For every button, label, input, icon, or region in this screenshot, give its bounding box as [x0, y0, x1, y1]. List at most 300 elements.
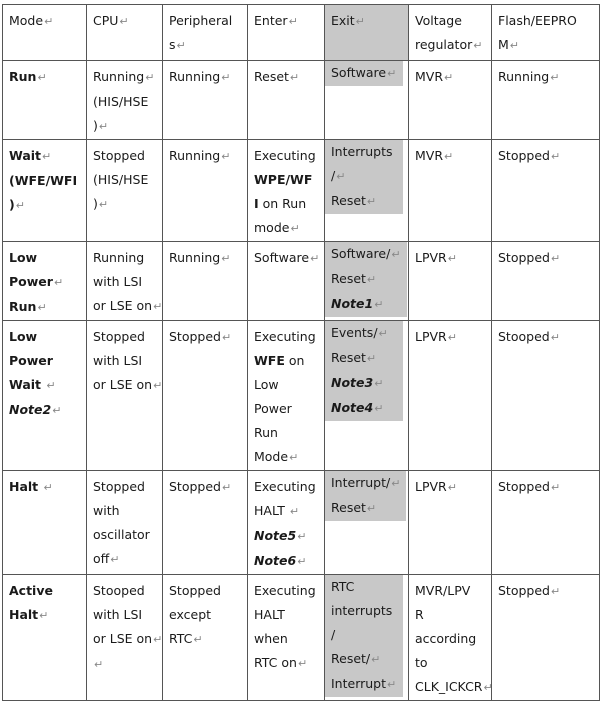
cell-text: Events/ — [331, 325, 378, 340]
paragraph-mark-icon: ↵ — [509, 39, 520, 52]
cell-line — [93, 579, 162, 603]
cell-text: Software/ — [331, 246, 391, 261]
cell-line — [169, 246, 247, 271]
cell-line — [254, 192, 324, 216]
cell-text: WPE/WF — [254, 172, 313, 187]
cell-line — [93, 523, 162, 547]
cell-text: Executing — [254, 329, 316, 344]
cell-line — [331, 575, 397, 599]
cell-text: (HIS/HSE — [93, 172, 149, 187]
cell-text: Note2 — [9, 402, 52, 417]
paragraph-mark-icon: ↵ — [447, 481, 457, 494]
paragraph-mark-icon: ↵ — [52, 404, 62, 417]
cell-line — [254, 168, 324, 192]
cell-text: Flash/EEPRO — [498, 13, 577, 28]
cell-line — [93, 603, 162, 627]
cell-line — [331, 189, 397, 214]
cell-line — [93, 627, 162, 652]
cell-text: HALT — [254, 607, 285, 622]
paragraph-mark-icon: ↵ — [387, 678, 397, 691]
paragraph-mark-icon: ↵ — [444, 150, 454, 163]
paragraph-mark-icon: ↵ — [550, 585, 561, 598]
cell-text: Interrupt/ — [331, 475, 391, 490]
cell-line — [415, 675, 491, 700]
cell-text: MVR/LPV — [415, 583, 471, 598]
paragraph-mark-icon: ↵ — [374, 377, 384, 390]
cell-text: ) — [93, 118, 98, 133]
cell-line — [331, 164, 397, 189]
cell-line — [415, 9, 491, 33]
cell-line — [169, 325, 247, 350]
paragraph-mark-icon: ↵ — [374, 402, 384, 415]
cell-text: (WFE/WFI — [9, 173, 78, 188]
mode-cell — [3, 140, 87, 242]
exit-cell — [325, 321, 409, 471]
cell-text: Mode — [254, 449, 289, 464]
cell-line — [93, 90, 162, 114]
cell-text: Executing — [254, 148, 316, 163]
cell-line — [498, 9, 599, 33]
cell-line — [9, 65, 86, 90]
cell-line — [415, 246, 491, 271]
cell-line — [9, 246, 86, 270]
cpu-cell — [87, 242, 163, 321]
cell-line — [254, 579, 324, 603]
cell-line — [254, 373, 324, 397]
paragraph-mark-icon: ↵ — [221, 71, 231, 84]
table-row-low-power-run — [3, 242, 600, 321]
cell-line — [9, 398, 86, 423]
cell-line — [93, 294, 162, 319]
paragraph-mark-icon: ↵ — [110, 553, 120, 566]
cell-line — [9, 193, 86, 218]
cell-text: with LSI — [93, 274, 143, 289]
cpu-cell — [87, 471, 163, 575]
cell-text: WFE — [254, 353, 285, 368]
peripherals-cell — [163, 140, 248, 242]
cell-text: Mode — [9, 13, 44, 28]
paragraph-mark-icon: ↵ — [550, 331, 560, 344]
cell-line — [415, 65, 491, 90]
cell-line — [415, 144, 491, 169]
cell-line — [9, 169, 86, 193]
cell-line — [93, 325, 162, 349]
cell-text: Power — [254, 401, 292, 416]
paragraph-mark-icon: ↵ — [288, 15, 298, 28]
cell-line — [498, 325, 599, 350]
cell-line — [169, 65, 247, 90]
cell-line — [498, 144, 599, 169]
exit-cell — [325, 575, 409, 701]
paragraph-mark-icon: ↵ — [550, 150, 561, 163]
cell-text: Power — [9, 353, 53, 368]
voltage-cell — [409, 575, 492, 701]
cell-text: RTC — [331, 579, 355, 594]
paragraph-mark-icon: ↵ — [550, 481, 561, 494]
cell-text: with LSI — [93, 607, 143, 622]
cell-text: Exit — [331, 13, 355, 28]
header-voltage-regulator — [409, 5, 492, 61]
cell-text: CLK_ICKCR — [415, 679, 483, 694]
paragraph-mark-icon: ↵ — [119, 15, 129, 28]
cell-text: LPVR — [415, 479, 447, 494]
paragraph-mark-icon: ↵ — [221, 331, 232, 344]
exit-cell — [325, 471, 409, 575]
cell-line — [331, 396, 397, 421]
cell-text: Reset — [254, 69, 289, 84]
cell-text: Power — [9, 274, 53, 289]
cell-line — [498, 475, 599, 500]
cell-text: CPU — [93, 13, 119, 28]
paragraph-mark-icon: ↵ — [297, 555, 307, 568]
cell-line — [331, 9, 408, 34]
voltage-cell — [409, 321, 492, 471]
paragraph-mark-icon: ↵ — [289, 451, 299, 464]
mode-cell — [3, 575, 87, 701]
cell-line — [93, 9, 162, 34]
cell-line — [254, 65, 324, 90]
peripherals-cell — [163, 61, 248, 140]
paragraph-mark-icon: ↵ — [483, 681, 493, 694]
cell-line — [415, 475, 491, 500]
cell-text: Running — [169, 250, 221, 265]
paragraph-mark-icon: ↵ — [550, 71, 560, 84]
cell-line — [498, 33, 599, 58]
cell-line — [415, 627, 491, 651]
cell-text: Stopped — [93, 329, 145, 344]
cell-text: Reset — [331, 271, 366, 286]
paragraph-mark-icon: ↵ — [94, 658, 104, 671]
mode-cell — [3, 471, 87, 575]
cell-line — [93, 246, 162, 270]
paragraph-mark-icon: ↵ — [37, 71, 47, 84]
cell-line — [331, 647, 397, 672]
cell-text: Running — [169, 148, 221, 163]
paragraph-mark-icon: ↵ — [366, 195, 377, 208]
table-row-halt — [3, 471, 600, 575]
cell-text: Running — [498, 69, 550, 84]
cell-line — [169, 579, 247, 603]
cell-text: Running — [93, 69, 145, 84]
paragraph-mark-icon: ↵ — [473, 39, 483, 52]
enter-cell — [248, 321, 325, 471]
cell-line — [169, 627, 247, 652]
paragraph-mark-icon: ↵ — [44, 15, 54, 28]
cell-line — [254, 627, 324, 651]
cell-text: Wait — [9, 148, 42, 163]
voltage-cell — [409, 242, 492, 321]
peripherals-cell — [163, 575, 248, 701]
cell-line — [9, 270, 86, 295]
cell-text: Stooped — [498, 329, 550, 344]
cpu-cell — [87, 61, 163, 140]
cell-text: / — [331, 627, 336, 642]
cell-line — [415, 579, 491, 603]
paragraph-mark-icon: ↵ — [98, 120, 109, 133]
flash-cell — [492, 242, 600, 321]
paragraph-mark-icon: ↵ — [387, 67, 397, 80]
flash-cell — [492, 575, 600, 701]
paragraph-mark-icon: ↵ — [447, 252, 457, 265]
enter-cell — [248, 471, 325, 575]
cell-line — [9, 9, 86, 34]
cell-text: off — [93, 551, 110, 566]
cell-line — [254, 246, 324, 271]
paragraph-mark-icon: ↵ — [391, 248, 401, 261]
cell-line — [498, 246, 599, 271]
cell-line — [254, 603, 324, 627]
mode-cell — [3, 61, 87, 140]
header-peripherals — [163, 5, 248, 61]
cell-line — [331, 672, 397, 697]
cell-text: Peripheral — [169, 13, 233, 28]
paragraph-mark-icon: ↵ — [221, 150, 231, 163]
cell-text: Running — [169, 69, 221, 84]
paragraph-mark-icon: ↵ — [221, 481, 232, 494]
header-row — [3, 5, 600, 61]
cell-line — [415, 33, 491, 58]
cell-text: ) — [9, 197, 15, 212]
cell-text: except — [169, 607, 212, 622]
paragraph-mark-icon: ↵ — [366, 273, 377, 286]
cell-text: Note6 — [254, 553, 297, 568]
cell-line — [93, 168, 162, 192]
cell-line — [93, 349, 162, 373]
paragraph-mark-icon: ↵ — [193, 633, 203, 646]
voltage-cell — [409, 61, 492, 140]
cell-text: with — [93, 503, 120, 518]
cell-text: Stopped — [169, 329, 221, 344]
cell-line — [93, 475, 162, 499]
paragraph-mark-icon: ↵ — [550, 252, 561, 265]
paragraph-mark-icon: ↵ — [153, 300, 163, 313]
cell-text: ) — [93, 196, 98, 211]
cell-text: with LSI — [93, 353, 143, 368]
cell-text: regulator — [415, 37, 473, 52]
cell-line — [93, 547, 162, 572]
cell-text: Enter — [254, 13, 288, 28]
cell-line — [498, 65, 599, 90]
cell-text: Halt — [9, 607, 39, 622]
cell-line — [93, 144, 162, 168]
flash-cell — [492, 321, 600, 471]
voltage-cell — [409, 140, 492, 242]
cell-line — [9, 579, 86, 603]
cell-line — [331, 496, 400, 521]
paragraph-mark-icon: ↵ — [355, 15, 365, 28]
cell-line — [254, 397, 324, 421]
cell-line — [331, 471, 400, 496]
cell-line — [93, 192, 162, 217]
voltage-cell — [409, 471, 492, 575]
header-cpu — [87, 5, 163, 61]
enter-cell — [248, 61, 325, 140]
cell-text: Stopped — [169, 583, 221, 598]
cell-line — [169, 33, 247, 58]
cell-line — [9, 144, 86, 169]
power-modes-table — [2, 4, 600, 701]
cell-text: Executing — [254, 479, 316, 494]
paragraph-mark-icon: ↵ — [297, 657, 308, 670]
paragraph-mark-icon: ↵ — [145, 71, 155, 84]
paragraph-mark-icon: ↵ — [290, 222, 300, 235]
paragraph-mark-icon: ↵ — [297, 530, 307, 543]
cell-text: on — [284, 353, 305, 368]
cell-text: or LSE on — [93, 377, 153, 392]
cell-text: RTC on — [254, 655, 297, 670]
flash-cell — [492, 471, 600, 575]
cell-line — [498, 579, 599, 604]
cell-text: interrupts — [331, 603, 393, 618]
paragraph-mark-icon: ↵ — [444, 71, 454, 84]
cell-text: Stopped — [498, 250, 550, 265]
cell-line — [331, 321, 397, 346]
cell-line — [331, 346, 397, 371]
cell-line — [331, 623, 397, 647]
cell-text: Executing — [254, 583, 316, 598]
cell-line — [254, 216, 324, 241]
enter-cell — [248, 575, 325, 701]
paragraph-mark-icon: ↵ — [371, 653, 381, 666]
cell-text: Note1 — [331, 296, 374, 311]
cell-text: Stopped — [498, 583, 550, 598]
cell-line — [254, 325, 324, 349]
cell-text: (HIS/HSE — [93, 94, 149, 109]
paragraph-mark-icon: ↵ — [336, 170, 346, 183]
cell-text: Note3 — [331, 375, 374, 390]
cell-text: Software — [331, 65, 387, 80]
cell-line — [331, 267, 401, 292]
cell-line — [254, 349, 324, 373]
paragraph-mark-icon: ↵ — [15, 199, 25, 212]
cell-text: Run — [9, 69, 37, 84]
cell-text: RTC — [169, 631, 193, 646]
cell-text: Reset — [331, 193, 366, 208]
cell-text: Interrupt — [331, 676, 387, 691]
paragraph-mark-icon: ↵ — [153, 379, 163, 392]
cell-text: Low — [9, 329, 38, 344]
cell-text: oscillator — [93, 527, 150, 542]
peripherals-cell — [163, 321, 248, 471]
cell-text: Run — [9, 299, 37, 314]
cell-line — [9, 373, 86, 398]
paragraph-mark-icon: ↵ — [374, 298, 384, 311]
cell-line — [415, 603, 491, 627]
cell-line — [254, 421, 324, 445]
cell-text: or LSE on — [93, 631, 153, 646]
cell-text: Stopped — [93, 479, 145, 494]
cell-text: MVR — [415, 148, 444, 163]
cell-text: I — [254, 196, 259, 211]
cell-text: or LSE on — [93, 298, 153, 313]
cell-line — [331, 242, 401, 267]
cell-line — [9, 295, 86, 320]
paragraph-mark-icon: ↵ — [46, 379, 56, 392]
header-enter — [248, 5, 325, 61]
paragraph-mark-icon: ↵ — [98, 198, 109, 211]
paragraph-mark-icon: ↵ — [289, 505, 300, 518]
cell-line — [93, 652, 162, 677]
table-row-run — [3, 61, 600, 140]
exit-cell — [325, 61, 409, 140]
cell-line — [415, 325, 491, 350]
cell-line — [254, 499, 324, 524]
exit-cell — [325, 140, 409, 242]
paragraph-mark-icon: ↵ — [447, 331, 457, 344]
cell-text: MVR — [415, 69, 444, 84]
cell-text: Low — [254, 377, 279, 392]
cell-text: LPVR — [415, 329, 447, 344]
paragraph-mark-icon: ↵ — [37, 301, 47, 314]
table-row-low-power-wait — [3, 321, 600, 471]
flash-cell — [492, 61, 600, 140]
cell-line — [169, 475, 247, 500]
cell-text: M — [498, 37, 509, 52]
cell-text: Low — [9, 250, 38, 265]
cell-line — [254, 475, 324, 499]
paragraph-mark-icon: ↵ — [153, 633, 163, 646]
cell-text: Voltage — [415, 13, 462, 28]
cell-line — [9, 603, 86, 628]
cell-line — [169, 603, 247, 627]
cell-text: Running — [93, 250, 145, 265]
paragraph-mark-icon: ↵ — [39, 609, 49, 622]
cell-text: LPVR — [415, 250, 447, 265]
enter-cell — [248, 140, 325, 242]
cell-text: Run — [254, 425, 278, 440]
cell-text: Halt — [9, 479, 43, 494]
cell-line — [93, 114, 162, 139]
cell-line — [9, 325, 86, 349]
cell-line — [93, 499, 162, 523]
cell-text: Stopped — [498, 479, 550, 494]
cell-line — [169, 9, 247, 33]
peripherals-cell — [163, 242, 248, 321]
cell-text: according — [415, 631, 477, 646]
cell-text: Reset — [331, 500, 366, 515]
cell-text: Stopped — [498, 148, 550, 163]
table-row-wait — [3, 140, 600, 242]
paragraph-mark-icon: ↵ — [366, 352, 377, 365]
cell-text: mode — [254, 220, 290, 235]
cell-line — [254, 549, 324, 574]
paragraph-mark-icon: ↵ — [176, 39, 186, 52]
header-exit — [325, 5, 409, 61]
cell-line — [93, 373, 162, 398]
table-row-active-halt — [3, 575, 600, 701]
cell-text: on Run — [258, 196, 307, 211]
header-flash-eeprom — [492, 5, 600, 61]
cell-text: when — [254, 631, 288, 646]
paragraph-mark-icon: ↵ — [289, 71, 300, 84]
cell-text: Reset/ — [331, 651, 371, 666]
cell-text: Wait — [9, 377, 46, 392]
cell-text: HALT — [254, 503, 289, 518]
cpu-cell — [87, 575, 163, 701]
mode-cell — [3, 242, 87, 321]
flash-cell — [492, 140, 600, 242]
paragraph-mark-icon: ↵ — [42, 150, 52, 163]
cell-text: Stopped — [93, 148, 145, 163]
cell-line — [331, 140, 397, 164]
paragraph-mark-icon: ↵ — [43, 481, 53, 494]
cell-line — [9, 349, 86, 373]
cell-text: R — [415, 607, 424, 622]
cell-line — [254, 445, 324, 470]
paragraph-mark-icon: ↵ — [53, 276, 64, 289]
cell-text: Note5 — [254, 528, 297, 543]
paragraph-mark-icon: ↵ — [366, 502, 377, 515]
